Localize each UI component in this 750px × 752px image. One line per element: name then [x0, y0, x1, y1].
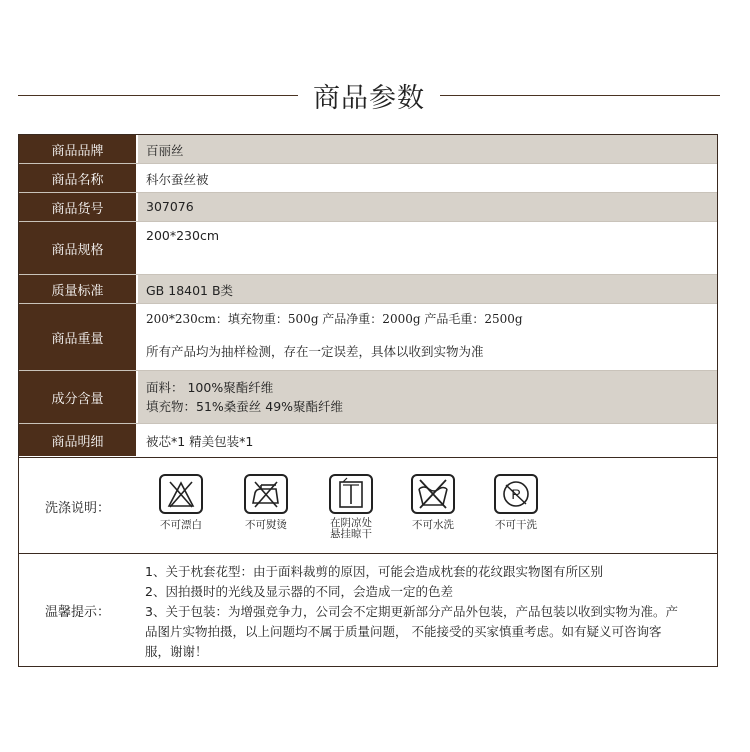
param-value: 200*230cm [138, 222, 717, 274]
param-row-sku [19, 193, 717, 221]
param-label: 商品货号 [19, 193, 136, 221]
composition-filling: 填充物：51%桑蚕丝 49%聚酯纤维 [146, 399, 344, 414]
wash-caption: 不可水洗 [412, 519, 454, 531]
param-label: 商品名称 [19, 164, 136, 192]
section-title-row [18, 76, 720, 116]
tips-label: 温馨提示： [45, 605, 111, 620]
caption-line: 悬挂晾干 [330, 528, 372, 540]
wash-caption: 不可漂白 [160, 519, 202, 531]
param-value [138, 371, 717, 423]
caption-line: 在阴凉处 [330, 517, 372, 529]
param-label: 成分含量 [19, 371, 136, 423]
param-row-composition [19, 371, 717, 423]
tips-text [145, 562, 705, 662]
tip-line: 品图片实物拍摄，以上问题均不属于质量问题， 不能接受的买家慎重考虑。如有疑义可咨询客 [145, 624, 662, 639]
no-dry-clean-icon [494, 474, 538, 514]
param-row-standard [19, 275, 717, 303]
param-label: 商品规格 [19, 222, 136, 274]
page-title: 商品参数 [313, 83, 425, 114]
param-row-brand [19, 135, 717, 163]
no-bleach-icon [159, 474, 203, 514]
composition-fabric: 面料： 100%聚酯纤维 [146, 380, 274, 395]
param-label: 商品品牌 [19, 135, 136, 163]
param-value: 被芯*1 精美包装*1 [138, 424, 717, 456]
param-row-spec [19, 222, 717, 274]
tip-line: 1、关于枕套花型：由于面料裁剪的原因，可能会造成枕套的花纹跟实物图有所区别 [145, 564, 603, 579]
warm-tips [19, 553, 717, 667]
no-water-wash-icon [411, 474, 455, 514]
wash-label: 洗涤说明： [45, 501, 111, 516]
no-iron-icon [244, 474, 288, 514]
param-row-name [19, 164, 717, 192]
wash-instructions [19, 457, 717, 554]
title-divider-right [440, 95, 720, 96]
param-value [138, 304, 717, 370]
param-label: 质量标准 [19, 275, 136, 303]
param-value: 307076 [138, 193, 717, 221]
shade-hang-dry-icon [329, 474, 373, 514]
param-label: 商品重量 [19, 304, 136, 370]
tip-line: 2、因拍摄时的光线及显示器的不同，会造成一定的色差 [145, 584, 453, 599]
param-value: 科尔蚕丝被 [138, 164, 717, 192]
wash-caption [311, 518, 391, 540]
weight-note: 所有产品均为抽样检测，存在一定误差，具体以收到实物为准 [146, 344, 484, 359]
param-row-details [19, 424, 717, 456]
tip-line: 3、关于包装：为增强竞争力，公司会不定期更新部分产品外包装，产品包装以收到实物为准。产 [145, 604, 678, 619]
param-value: GB 18401 B类 [138, 275, 717, 303]
wash-caption: 不可熨烫 [245, 519, 287, 531]
param-label: 商品明细 [19, 424, 136, 456]
product-params-table [18, 134, 718, 667]
param-value: 百丽丝 [138, 135, 717, 163]
dry-clean-symbol: P [511, 486, 521, 502]
weight-line: 200*230cm：填充物重：500g 产品净重：2000g 产品毛重：2500g [146, 312, 523, 326]
wash-caption: 不可干洗 [495, 519, 537, 531]
tip-line: 服，谢谢！ [145, 644, 208, 659]
param-row-weight [19, 304, 717, 370]
